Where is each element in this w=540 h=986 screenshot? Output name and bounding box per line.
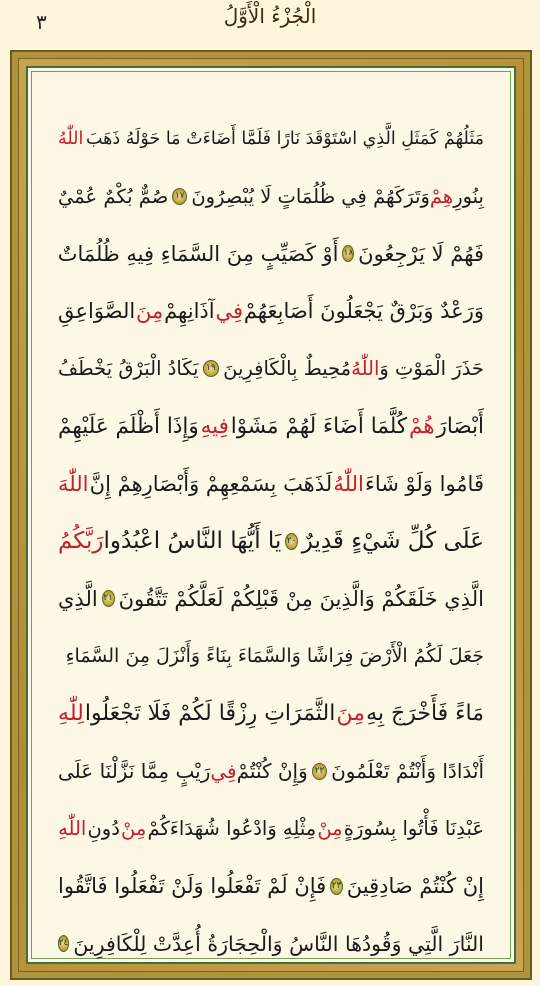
verse-text: وَإِنْ كُنْتُمْ [236, 759, 308, 784]
text-line [58, 743, 484, 801]
ayah-end-rosette-icon: ١٩ [203, 360, 220, 377]
verse-text: الثَّمَرَاتِ رِزْقًا لَكُمْ فَلَا تَجْعَلُوا [84, 701, 336, 727]
verse-text: صُمٌّ بُكْمٌ عُمْيٌ [58, 184, 169, 208]
page-header [0, 0, 540, 50]
highlighted-word: فِي [215, 299, 243, 324]
ayah-end-rosette-icon: ١٧ [172, 188, 187, 205]
verse-text: مَاءً فَأَخْرَجَ بِهِ [366, 701, 484, 727]
highlighted-word: مِنَ [336, 701, 365, 727]
text-panel [26, 66, 516, 964]
highlighted-word: اللّٰهَ [58, 471, 89, 496]
verse-text: فَإِنْ لَمْ تَفْعَلُوا وَلَنْ تَفْعَلُوا فَاتَّقُوا [58, 874, 327, 899]
text-line [58, 570, 484, 628]
juz-title: الْجُزْءُ الْأَوَّلُ [223, 4, 317, 28]
verse-text: وَإِذَا أَظْلَمَ عَلَيْهِمْ [58, 413, 199, 439]
verse-text: عَبْدِنَا فَأْتُوا بِسُورَةٍ [343, 817, 484, 841]
verse-text: الَّذِي خَلَقَكُمْ وَالَّذِينَ مِنْ قَبْلِكُمْ لَعَلَّكُمْ تَتَّقُونَ [118, 586, 484, 611]
verse-text: رَيْبٍ مِمَّا نَزَّلْنَا عَلَى [58, 759, 211, 784]
text-line [58, 340, 484, 398]
verse-text: مِثْلِهِ وَادْعُوا شُهَدَاءَكُمْ [147, 817, 317, 841]
verse-text: أَبْصَارَ [436, 413, 484, 439]
verse-text: جَعَلَ لَكُمُ الْأَرْضَ فِرَاشًا وَالسَّمَاءَ بِنَاءً وَأَنْزَلَ مِنَ السَّمَاءِ [65, 645, 484, 668]
text-line [58, 915, 484, 973]
verse-text: فَهُمْ لَا يَرْجِعُونَ [358, 241, 484, 266]
verse-text: مَثَلُهُمْ كَمَثَلِ الَّذِي اسْتَوْقَدَ نَارًا فَلَمَّا أَضَاءَتْ مَا حَوْلَهُ ذَهَبَ [85, 128, 484, 149]
text-line [58, 800, 484, 858]
verse-text: عَلَى كُلِّ شَيْءٍ قَدِيرٌ [301, 528, 484, 555]
quran-text [57, 110, 484, 956]
text-line [58, 858, 484, 916]
verse-text: كُلَّمَا أَضَاءَ لَهُمْ مَشَوْا [230, 413, 408, 439]
highlighted-word: اللّٰهُ [333, 471, 364, 496]
text-line [58, 225, 484, 283]
text-line [58, 685, 484, 743]
verse-text: بِنُورِ [453, 184, 484, 208]
verse-text: أَوْ كَصَيِّبٍ مِنَ السَّمَاءِ فِيهِ ظُلُمَاتٌ [57, 241, 339, 266]
ayah-end-rosette-icon: ٢١ [102, 590, 115, 607]
highlighted-word: اللّٰهُ [351, 357, 380, 381]
text-line [58, 110, 484, 168]
verse-text: إِنْ كُنْتُمْ صَادِقِينَ [346, 874, 484, 899]
verse-text: الَّذِي [58, 586, 98, 611]
highlighted-word: رَبَّكُمُ [58, 528, 104, 555]
ayah-end-rosette-icon: ٢٤ [58, 935, 70, 952]
highlighted-word: اللّٰهُ [58, 128, 84, 149]
verse-text: دُونِ [87, 817, 120, 841]
ayah-end-rosette-icon: ١٨ [342, 245, 354, 262]
verse-text: حَذَرَ الْمَوْتِ وَ [379, 357, 484, 381]
highlighted-word: لِلّٰهِ [58, 701, 84, 727]
verse-text: آذَانِهِمْ [164, 299, 215, 324]
highlighted-word: مِنْ [317, 817, 343, 841]
verse-text: وَتَرَكَهُمْ فِي ظُلُمَاتٍ لَا يُبْصِرُونَ [191, 184, 430, 208]
ornamental-frame [10, 50, 532, 980]
verse-text: أَنْدَادًا وَأَنْتُمْ تَعْلَمُونَ [331, 759, 484, 784]
verse-text: النَّارَ الَّتِي وَقُودُهَا النَّاسُ وَالْحِجَارَةُ أُعِدَّتْ لِلْكَافِرِينَ [73, 931, 484, 956]
text-line [58, 398, 484, 456]
verse-text: مُحِيطٌ بِالْكَافِرِينَ [223, 357, 352, 381]
highlighted-word: فِي [210, 759, 237, 784]
verse-text: وَرَعْدٌ وَبَرْقٌ يَجْعَلُونَ أَصَابِعَهُمْ [243, 299, 484, 324]
ayah-end-rosette-icon: ٢٢ [312, 763, 327, 780]
verse-text: يَكَادُ الْبَرْقُ يَخْطَفُ [58, 357, 199, 381]
highlighted-word: فِيهِ [200, 413, 229, 439]
text-line [58, 513, 484, 571]
verse-text: قَامُوا وَلَوْ شَاءَ [365, 471, 484, 496]
verse-text: لَذَهَبَ بِسَمْعِهِمْ وَأَبْصَارِهِمْ إِنَّ [89, 471, 333, 496]
verse-text: الصَّوَاعِقِ [58, 299, 136, 324]
highlighted-word: اللّٰهِ [58, 817, 87, 841]
ayah-end-rosette-icon: ٢٣ [330, 878, 343, 895]
highlighted-word: مِنْ [121, 817, 147, 841]
text-line [58, 168, 484, 226]
highlighted-word: هُمْ [408, 413, 435, 439]
highlighted-word: مِنَ [136, 299, 164, 324]
verse-text: يَا أَيُّهَا النَّاسُ اعْبُدُوا [103, 528, 282, 555]
page-number: ٣ [36, 10, 47, 34]
ayah-end-rosette-icon: ٢٠ [285, 533, 297, 550]
text-line [58, 283, 484, 341]
text-line [58, 455, 484, 513]
highlighted-word: هِمْ [429, 184, 454, 208]
text-line [58, 628, 484, 686]
